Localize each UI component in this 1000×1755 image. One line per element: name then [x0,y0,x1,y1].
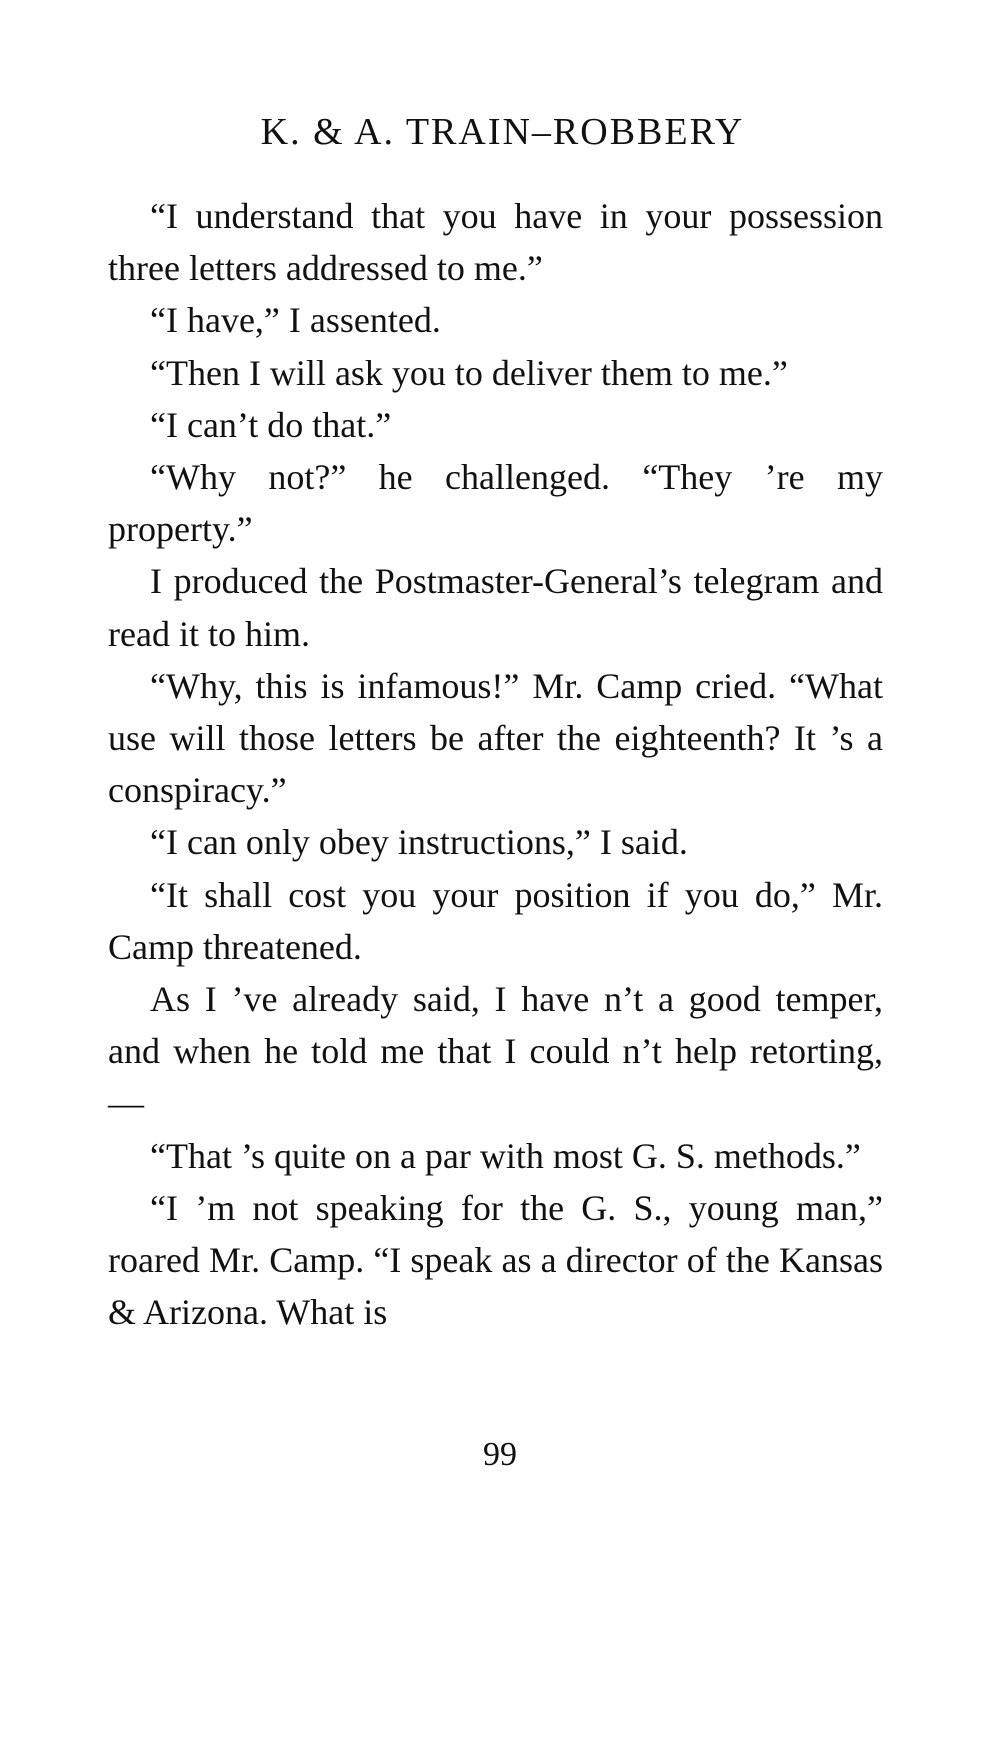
paragraph: As I ’ve already said, I have n’t a good temper, and when he told me that I could n’t help retorting, — [108,979,883,1124]
paragraph: “I ’m not speaking for the G. S., young man,” roared Mr. Camp. “I speak as a director of the Kansas & Arizona. What is [108,1187,883,1333]
page-number: 99 [483,1436,517,1473]
paragraph: “Why, this is infamous!” Mr. Camp cried. “What use will those letters be after the eighteenth? It ’s a conspiracy.” [108,665,883,811]
paragraph: “Then I will ask you to deliver them to me.” [150,352,788,393]
paragraph: “Why not?” he challenged. “They ’re my property.” [108,457,883,550]
paragraph: “I have,” I assented. [150,300,441,341]
paragraph: “I understand that you have in your possession three letters addressed to me.” [108,196,883,289]
paragraph: I produced the Postmaster-General’s telegram and read it to him. [108,561,883,654]
paragraph: “That ’s quite on a par with most G. S. methods.” [150,1135,861,1176]
paragraph: “I can’t do that.” [150,404,392,445]
running-head: K. & A. TRAIN–ROBBERY [260,111,745,153]
body-text [108,190,883,1338]
paragraph: “It shall cost you your position if you do,” Mr. Camp threatened. [108,874,883,967]
paragraph: “I can only obey instructions,” I said. [150,822,688,863]
